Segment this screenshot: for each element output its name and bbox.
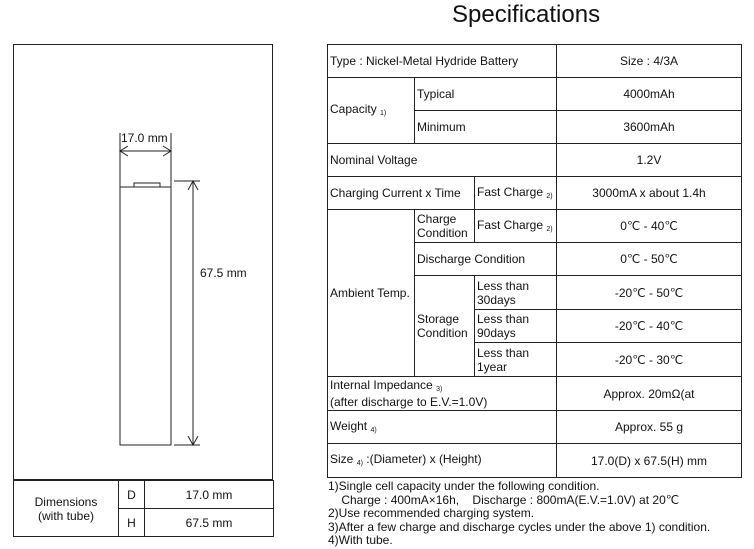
- table-row: [328, 411, 742, 444]
- footnote-1-detail: Charge : 400mA×16h, Discharge : 800mA(E.V.=1.0V) at 20℃: [328, 492, 680, 507]
- dimensions-header-line1: Dimensions: [34, 494, 98, 509]
- charge-fast-label: [475, 210, 557, 243]
- size-row-label: [328, 444, 557, 478]
- table-row: [328, 377, 742, 411]
- impedance-line2: (after discharge to E.V.=1.0V): [330, 395, 488, 409]
- dimension-key-h: H: [119, 509, 145, 537]
- size-row-note: 4): [356, 460, 363, 467]
- capacity-note: 1): [380, 110, 387, 117]
- battery-outline-drawing: [14, 45, 274, 481]
- storage-value-1year: -20℃ - 30℃: [557, 343, 742, 377]
- footnote-4: 4)With tube.: [328, 533, 393, 548]
- storage-period-90days: [475, 310, 557, 343]
- charge-fast-value: 0℃ - 40℃: [557, 210, 742, 243]
- specifications-table: [327, 44, 742, 478]
- storage-period-line2: 1year: [477, 359, 508, 374]
- dimension-key-d: D: [119, 481, 145, 509]
- fast-charge-note: 2): [546, 192, 553, 200]
- discharge-condition-label: Discharge Condition: [415, 243, 557, 276]
- impedance-note: 3): [436, 386, 443, 393]
- impedance-label: [328, 377, 557, 411]
- page-title: Specifications: [452, 1, 601, 28]
- weight-value: Approx. 55 g: [557, 411, 742, 444]
- dimension-value-d: 17.0 mm: [145, 481, 274, 509]
- storage-period-line1: Less than: [477, 312, 530, 326]
- discharge-condition-value: 0℃ - 50℃: [557, 243, 742, 276]
- typical-label: Typical: [415, 78, 557, 111]
- footnote-1: 1)Single cell capacity under the following condition.: [328, 479, 600, 493]
- storage-condition-line1: Storage: [417, 312, 460, 326]
- minimum-label: Minimum: [415, 111, 557, 144]
- storage-period-line1: Less than: [477, 345, 530, 360]
- table-row: [328, 177, 742, 210]
- size-row-label-text: Size: [330, 452, 354, 466]
- table-row: [328, 210, 742, 243]
- table-row: [328, 78, 742, 111]
- table-row: [328, 144, 742, 177]
- storage-period-30days: [475, 276, 557, 310]
- weight-note: 4): [370, 426, 377, 434]
- weight-label-text: Weight: [330, 418, 368, 433]
- storage-period-line2: 30days: [477, 292, 516, 307]
- capacity-label: [328, 78, 415, 144]
- storage-value-30days: -20℃ - 50℃: [557, 276, 742, 310]
- ambient-temp-label: Ambient Temp.: [328, 210, 415, 377]
- nominal-voltage-value: 1.2V: [557, 144, 742, 177]
- nominal-voltage-label: Nominal Voltage: [328, 144, 557, 177]
- battery-drawing-panel: [13, 44, 273, 480]
- table-row: [328, 45, 742, 78]
- charging-label: Charging Current x Time: [328, 177, 475, 210]
- impedance-value: Approx. 20mΩ(at: [557, 377, 742, 411]
- charge-condition-line2: Condition: [417, 226, 468, 240]
- type-cell: Type : Nickel-Metal Hydride Battery: [328, 45, 557, 78]
- size-row-value: 17.0(D) x 67.5(H) mm: [557, 444, 742, 478]
- dimensions-header-line2: (with tube): [37, 508, 95, 523]
- charge-condition-line1: Charge: [417, 212, 457, 226]
- storage-condition-line2: Condition: [417, 326, 468, 340]
- table-row: [328, 444, 742, 478]
- fast-charge-text: Fast Charge: [477, 184, 544, 199]
- minimum-value: 3600mAh: [557, 111, 742, 144]
- charge-fast-note: 2): [546, 225, 553, 233]
- footnote-2: 2)Use recommended charging system.: [328, 506, 535, 521]
- fast-charge-label: [475, 177, 557, 210]
- storage-period-1year: [475, 343, 557, 377]
- storage-period-line1: Less than: [477, 278, 530, 293]
- capacity-label-text: Capacity: [330, 102, 377, 116]
- size-cell: Size : 4/3A: [557, 45, 742, 78]
- dimension-value-h: 67.5 mm: [145, 509, 274, 537]
- diameter-label: 17.0 mm: [121, 131, 168, 145]
- footnote-3: 3)After a few charge and discharge cycles under the above 1) condition.: [328, 519, 711, 534]
- typical-value: 4000mAh: [557, 78, 742, 111]
- charge-condition-label: [415, 210, 475, 243]
- size-row-desc: :(Diameter) x (Height): [366, 452, 482, 466]
- storage-period-line2: 90days: [477, 326, 516, 340]
- impedance-line1: Internal Impedance: [330, 378, 433, 392]
- footnotes: [328, 480, 710, 548]
- dimensions-header: [14, 481, 119, 537]
- weight-label: [328, 411, 557, 444]
- storage-condition-label: [415, 276, 475, 377]
- charge-fast-text: Fast Charge: [477, 217, 544, 232]
- fast-charge-value: 3000mA x about 1.4h: [557, 177, 742, 210]
- storage-value-90days: -20℃ - 40℃: [557, 310, 742, 343]
- height-label: 67.5 mm: [200, 266, 247, 280]
- dimensions-table: [13, 480, 274, 537]
